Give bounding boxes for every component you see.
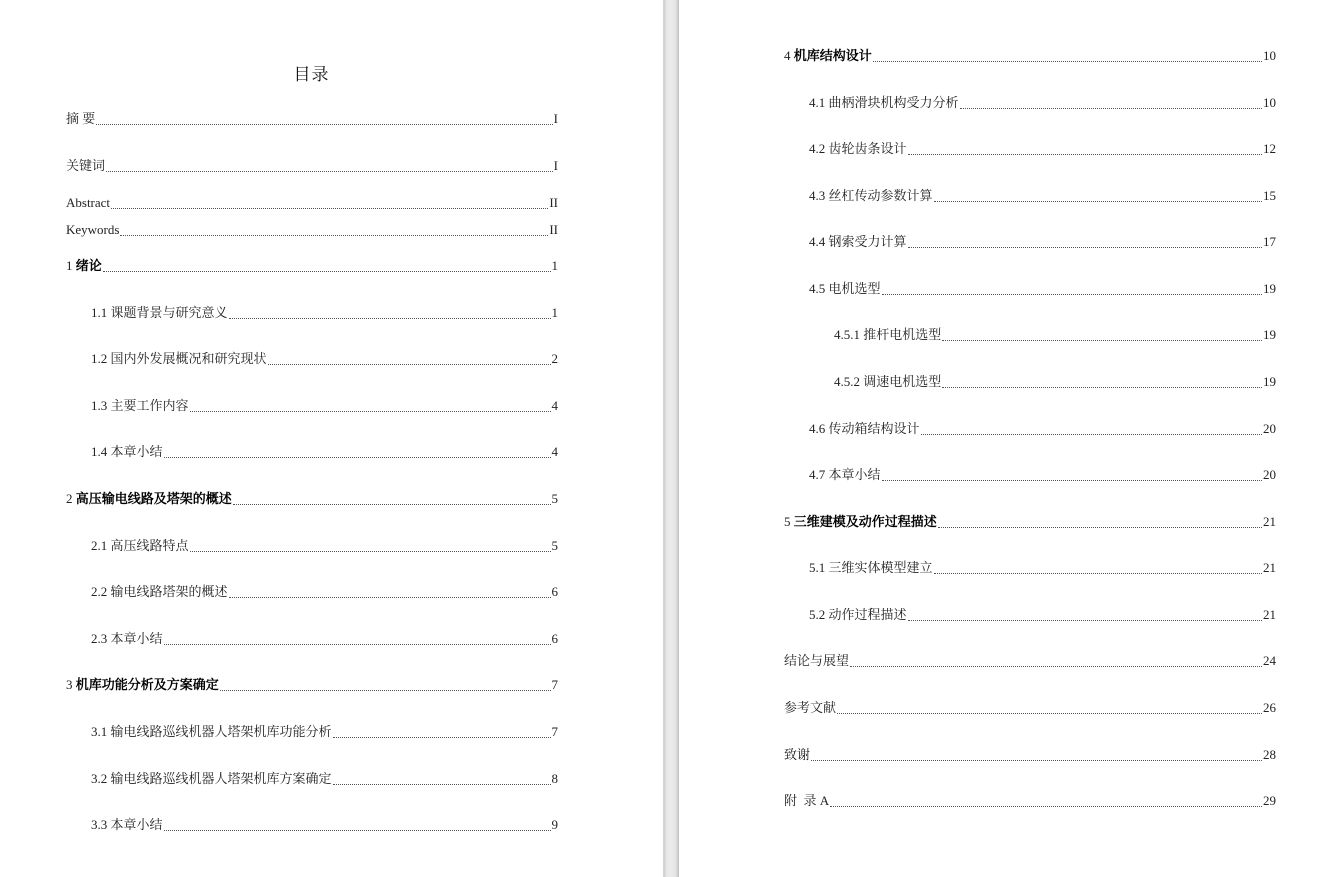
toc-entry-page: 15	[1263, 188, 1276, 203]
toc-entry-label: 4.7 本章小结	[809, 467, 881, 482]
toc-entry-page: 6	[551, 584, 558, 599]
toc-dot-leader	[333, 783, 551, 785]
toc-dot-leader	[882, 479, 1262, 481]
toc-dot-leader	[233, 503, 551, 505]
toc-entry-label: 4.5.2 调速电机选型	[834, 374, 942, 389]
toc-entry-chapter-2[interactable]	[66, 489, 558, 509]
toc-entry-page: 20	[1263, 467, 1276, 482]
toc-dot-leader	[164, 829, 551, 831]
toc-dot-leader	[921, 433, 1262, 435]
toc-entry-label: 3.3 本章小结	[91, 817, 163, 832]
toc-entry-4-5[interactable]	[809, 279, 1276, 299]
toc-entry-label: 4.5 电机选型	[809, 281, 881, 296]
toc-entry-label: 1.2 国内外发展概况和研究现状	[91, 351, 267, 366]
toc-title: 目录	[293, 65, 330, 84]
toc-entry-label: 附 录 A	[784, 793, 830, 808]
toc-entry-page: 26	[1263, 700, 1276, 715]
toc-entry-page: II	[549, 222, 558, 237]
toc-dot-leader	[111, 207, 548, 209]
toc-dot-leader	[882, 293, 1262, 295]
toc-entry-abstract-en[interactable]	[66, 193, 558, 213]
toc-entry-acknowledgements[interactable]	[784, 745, 1276, 765]
toc-entry-page: 21	[1263, 560, 1276, 575]
toc-dot-leader	[120, 234, 548, 236]
toc-entry-label: 机库结构设计	[793, 48, 872, 63]
toc-dot-leader	[938, 526, 1262, 528]
toc-entry-label: 2.2 输电线路塔架的概述	[91, 584, 228, 599]
toc-entry-number: 4	[784, 48, 794, 63]
toc-entry-page: 4	[551, 444, 558, 459]
toc-entry-page: 21	[1263, 607, 1276, 622]
toc-dot-leader	[960, 107, 1262, 109]
toc-dot-leader	[96, 123, 552, 125]
toc-dot-leader	[908, 246, 1262, 248]
toc-entry-label: Abstract	[66, 195, 111, 210]
toc-entry-page: 7	[551, 724, 558, 739]
toc-entry-number: 1	[66, 258, 76, 273]
toc-entry-label: 参考文献	[784, 700, 837, 715]
toc-dot-leader	[164, 456, 551, 458]
toc-dot-leader	[103, 270, 551, 272]
toc-entry-page: 24	[1263, 653, 1276, 668]
toc-entry-3-1[interactable]	[91, 722, 558, 742]
toc-dot-leader	[333, 736, 551, 738]
toc-entry-label: 4.5.1 推杆电机选型	[834, 327, 942, 342]
toc-dot-leader	[229, 317, 551, 319]
toc-entry-chapter-5[interactable]	[784, 512, 1276, 532]
toc-entry-page: 4	[551, 398, 558, 413]
toc-entry-label: 2.3 本章小结	[91, 631, 163, 646]
toc-entry-page: 6	[551, 631, 558, 646]
toc-entry-label: 1.4 本章小结	[91, 444, 163, 459]
toc-dot-leader	[908, 619, 1262, 621]
toc-entry-1-3[interactable]	[91, 396, 558, 416]
toc-entry-page: 12	[1263, 141, 1276, 156]
toc-entry-abstract-cn[interactable]	[66, 109, 558, 129]
toc-entry-label: 5.2 动作过程描述	[809, 607, 907, 622]
toc-entry-4-1[interactable]	[809, 93, 1276, 113]
toc-entry-1-2[interactable]	[91, 349, 558, 369]
toc-dot-leader	[934, 572, 1262, 574]
toc-entry-label: 4.1 曲柄滑块机构受力分析	[809, 95, 959, 110]
toc-entry-label: 4.2 齿轮齿条设计	[809, 141, 907, 156]
toc-dot-leader	[268, 363, 551, 365]
toc-entry-5-1[interactable]	[809, 558, 1276, 578]
toc-dot-leader	[837, 712, 1262, 714]
toc-entry-page: 10	[1263, 95, 1276, 110]
toc-entry-appendix-a[interactable]	[784, 791, 1276, 811]
toc-entry-label: 关键词	[66, 158, 106, 173]
toc-entry-4-7[interactable]	[809, 465, 1276, 485]
toc-entry-references[interactable]	[784, 698, 1276, 718]
toc-entry-label: 摘 要	[66, 111, 96, 126]
toc-entry-2-1[interactable]	[91, 536, 558, 556]
toc-dot-leader	[811, 759, 1262, 761]
toc-dot-leader	[934, 200, 1262, 202]
toc-entry-number: 3	[66, 677, 76, 692]
toc-dot-leader	[190, 550, 551, 552]
toc-page-left	[0, 0, 663, 877]
toc-entry-page: 1	[551, 258, 558, 273]
toc-entry-page: 19	[1263, 327, 1276, 342]
toc-entry-chapter-4[interactable]	[784, 46, 1276, 66]
toc-entry-page: 7	[551, 677, 558, 692]
toc-entry-page: 28	[1263, 747, 1276, 762]
toc-entry-label: 3.1 输电线路巡线机器人塔架机库功能分析	[91, 724, 332, 739]
toc-entry-number: 5	[784, 514, 794, 529]
toc-entry-label: 4.3 丝杠传动参数计算	[809, 188, 933, 203]
toc-entry-page: 29	[1263, 793, 1276, 808]
toc-entry-label: 4.4 钢索受力计算	[809, 234, 907, 249]
toc-entry-chapter-3[interactable]	[66, 675, 558, 695]
toc-entry-conclusion[interactable]	[784, 651, 1276, 671]
toc-dot-leader	[229, 596, 551, 598]
toc-entry-4-5-1[interactable]	[834, 325, 1276, 345]
toc-entry-page: 19	[1263, 281, 1276, 296]
toc-entry-4-4[interactable]	[809, 232, 1276, 252]
toc-entry-page: II	[549, 195, 558, 210]
toc-entry-label: 2.1 高压线路特点	[91, 538, 189, 553]
toc-dot-leader	[106, 170, 553, 172]
toc-entry-label: 三维建模及动作过程描述	[793, 514, 937, 529]
toc-entry-chapter-1[interactable]	[66, 256, 558, 276]
toc-entry-label: 5.1 三维实体模型建立	[809, 560, 933, 575]
toc-entry-label: 1.3 主要工作内容	[91, 398, 189, 413]
toc-dot-leader	[164, 643, 551, 645]
toc-entry-2-3[interactable]	[91, 629, 558, 649]
toc-entry-page: 2	[551, 351, 558, 366]
toc-entry-label: 绪论	[75, 258, 102, 273]
toc-entry-page: 10	[1263, 48, 1276, 63]
toc-entry-page: 9	[551, 817, 558, 832]
toc-entry-label: 3.2 输电线路巡线机器人塔架机库方案确定	[91, 771, 332, 786]
toc-entry-page: 1	[551, 305, 558, 320]
toc-entry-label: 高压输电线路及塔架的概述	[75, 491, 232, 506]
toc-entry-label: 机库功能分析及方案确定	[75, 677, 219, 692]
toc-entry-page: 5	[551, 538, 558, 553]
toc-dot-leader	[830, 805, 1262, 807]
toc-entry-4-3[interactable]	[809, 186, 1276, 206]
toc-entry-1-4[interactable]	[91, 442, 558, 462]
toc-entry-keywords-en[interactable]	[66, 220, 558, 240]
toc-entry-label: 1.1 课题背景与研究意义	[91, 305, 228, 320]
toc-entry-page: 8	[551, 771, 558, 786]
toc-dot-leader	[850, 665, 1262, 667]
toc-entry-label: 4.6 传动箱结构设计	[809, 421, 920, 436]
toc-entry-3-2[interactable]	[91, 769, 558, 789]
toc-entry-keywords-cn[interactable]	[66, 156, 558, 176]
toc-entry-4-6[interactable]	[809, 419, 1276, 439]
toc-entry-page: 21	[1263, 514, 1276, 529]
toc-entry-2-2[interactable]	[91, 582, 558, 602]
toc-entry-5-2[interactable]	[809, 605, 1276, 625]
toc-dot-leader	[908, 153, 1262, 155]
toc-entry-page: I	[553, 158, 558, 173]
toc-entry-label: 结论与展望	[784, 653, 850, 668]
toc-entry-page: 20	[1263, 421, 1276, 436]
toc-entry-page: 19	[1263, 374, 1276, 389]
page-gutter	[663, 0, 679, 877]
toc-entry-number: 2	[66, 491, 76, 506]
toc-entry-1-1[interactable]	[91, 303, 558, 323]
toc-dot-leader	[942, 386, 1262, 388]
toc-entry-page: I	[553, 111, 558, 126]
toc-entry-4-2[interactable]	[809, 139, 1276, 159]
toc-entry-page: 17	[1263, 234, 1276, 249]
toc-entry-4-5-2[interactable]	[834, 372, 1276, 392]
toc-entry-label: Keywords	[66, 222, 120, 237]
toc-entry-page: 5	[551, 491, 558, 506]
toc-entry-3-3[interactable]	[91, 815, 558, 835]
toc-dot-leader	[942, 339, 1262, 341]
toc-page-right	[679, 0, 1328, 877]
toc-dot-leader	[220, 689, 551, 691]
toc-dot-leader	[873, 60, 1262, 62]
toc-entry-label: 致谢	[784, 747, 811, 762]
toc-dot-leader	[190, 410, 551, 412]
